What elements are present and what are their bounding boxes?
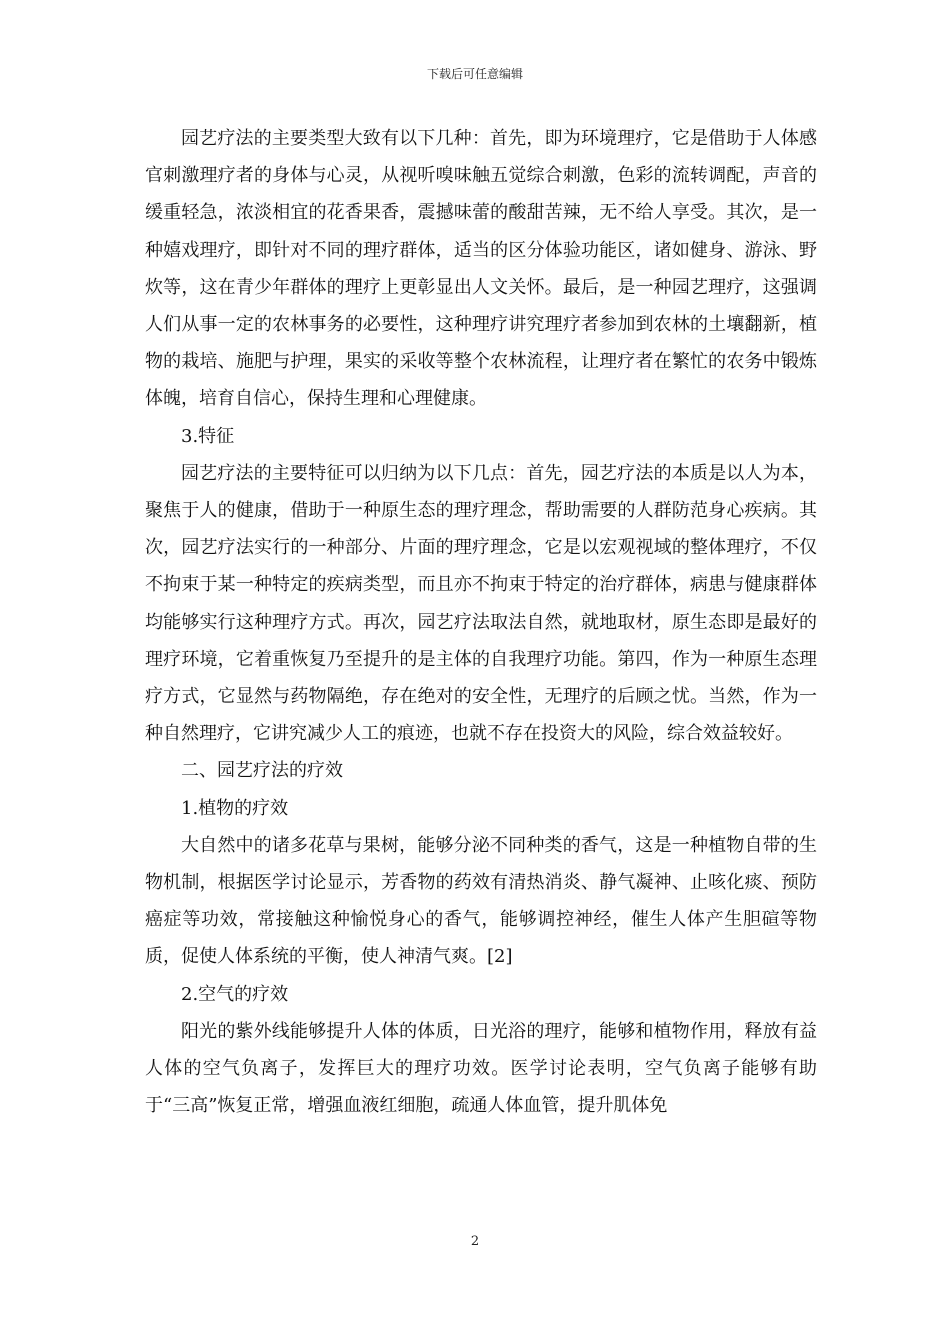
page-header: 下载后可任意编辑 (426, 67, 523, 81)
page-number: 2 (470, 1234, 480, 1249)
paragraph-features: 园艺疗法的主要特征可以归纳为以下几点：首先，园艺疗法的本质是以人为本，聚焦于人的健康，借助于一种原生态的理疗理念，帮助需要的人群防范身心疾病。其次，园艺疗法实行的一种部分、片面的理疗理念，它是以宏观视域的整体理疗，不仅不拘束于某一种特定的疾病类型，而且亦不拘束于特定的治疗群体，病患与健康群体均能够实行这种理疗方式。再次，园艺疗法取法自然，就地取材，原生态即是最好的理疗环境，它着重恢复乃至提升的是主体的自我理疗功能。第四，作为一种原生态理疗方式，它显然与药物隔绝，存在绝对的安全性，无理疗的后顾之忧。当然，作为一种自然理疗，它讲究减少人工的痕迹，也就不存在投资大的风险，综合效益较好。 (145, 462, 817, 745)
heading-plant-effect: 1.植物的疗效 (181, 797, 289, 819)
heading-section-two: 二、园艺疗法的疗效 (181, 760, 343, 782)
paragraph-types: 园艺疗法的主要类型大致有以下几种：首先，即为环境理疗，它是借助于人体感官刺激理疗者的身体与心灵，从视听嗅味触五觉综合刺激，色彩的流转调配，声音的缓重轻急，浓淡相宜的花香果香，震撼味蕾的酸甜苦辣，无不给人享受。其次，是一种嬉戏理疗，即针对不同的理疗群体，适当的区分体验功能区，诸如健身、游泳、野炊等，这在青少年群体的理疗上更彰显出人文关怀。最后，是一种园艺理疗，这强调人们从事一定的农林事务的必要性，这种理疗讲究理疗者参加到农林的土壤翻新，植物的栽培、施肥与护理，果实的采收等整个农林流程，让理疗者在繁忙的农务中锻炼体魄，培育自信心，保持生理和心理健康。 (145, 128, 817, 410)
document-body (145, 120, 817, 1124)
heading-air-effect: 2.空气的疗效 (181, 983, 289, 1005)
paragraph-air-effect: 阳光的紫外线能够提升人体的体质，日光浴的理疗，能够和植物作用，释放有益人体的空气负离子，发挥巨大的理疗功效。医学讨论表明，空气负离子能够有助于“三高”恢复正常，增强血液红细胞，疏通人体血管，提升肌体免 (145, 1020, 817, 1117)
heading-features: 3.特征 (181, 425, 235, 447)
paragraph-plant-effect: 大自然中的诸多花草与果树，能够分泌不同种类的香气，这是一种植物自带的生物机制，根据医学讨论显示，芳香物的药效有清热消炎、静气凝神、止咳化痰、预防癌症等功效，常接触这种愉悦身心的香气，能够调控神经，催生人体产生胆碹等物质，促使人体系统的平衡，使人神清气爽。[2] (145, 834, 817, 968)
